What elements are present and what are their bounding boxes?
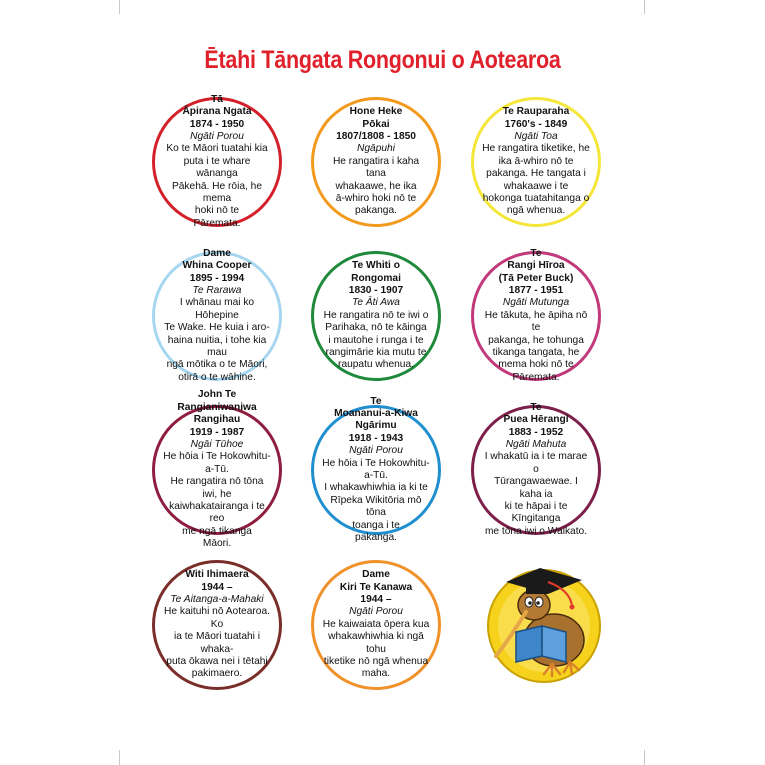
person-dates: 1918 - 1943 — [348, 432, 404, 444]
person-description-line: Māori. — [202, 538, 232, 550]
person-name: Rongomai — [351, 272, 401, 284]
person-iwi: Ngāti Toa — [514, 130, 558, 142]
person-name: Witi Ihimaera — [185, 569, 249, 581]
person-name: Rangi Hīroa — [507, 260, 565, 272]
kiwi-graduate-icon — [482, 560, 607, 685]
person-description-line: otirā o te wāhine. — [178, 371, 256, 383]
person-description-line: tiketike nō ngā whenua — [323, 656, 429, 668]
person-name: Puea Hērangi — [503, 414, 569, 426]
person-iwi: Ngāi Tūhoe — [190, 438, 244, 450]
person-description-line: kaiwhakatairanga i te reo — [169, 501, 265, 525]
person-name: Te Rauparaha — [502, 106, 570, 118]
person-name: Kiri Te Kanawa — [339, 581, 413, 593]
person-dates: 1760's - 1849 — [504, 118, 568, 130]
person-description-line: rangimārie kia mutu te — [325, 347, 427, 359]
person-description-line: He hōia i Te Hokowhitu-a-Tū. — [322, 457, 430, 481]
person-dates: 1874 - 1950 — [189, 118, 245, 130]
person-description-line: toanga i te — [352, 519, 400, 531]
page-title: Ētahi Tāngata Rongonui o Aotearoa — [204, 46, 561, 74]
person-description-line: raupatu whenua. — [338, 359, 414, 371]
person-description-line: ngā mōtika o te Māori, — [166, 359, 268, 371]
person-dates: 1895 - 1994 — [189, 272, 245, 284]
person-description-line: He rangatira tiketike, he — [482, 143, 590, 155]
person-name: Dame — [203, 247, 231, 259]
person-description-line: He rangatira nō te iwi o — [323, 309, 429, 321]
person-description-line: I whakawhiwhia ia ki te — [324, 482, 428, 494]
person-description-line: ki te hāpai i te Kīngitanga — [504, 501, 568, 525]
person-description-line: I whānau mai ko Hōhepine — [179, 297, 255, 321]
person-dates: 1883 - 1952 — [508, 426, 564, 438]
person-name: Ngārimu — [355, 420, 397, 432]
person-circle — [471, 97, 601, 227]
person-circle — [152, 560, 282, 690]
person-name: Te Whiti o — [352, 260, 400, 272]
person-description-line: pakanga. — [355, 205, 397, 217]
person-circle — [311, 251, 441, 381]
person-circle — [471, 401, 601, 537]
person-description-line: Rīpeka Wikitōria mō tōna — [330, 494, 422, 519]
person-description-line: He rangatira i kaha tana — [332, 155, 420, 180]
person-description-line: He kaituhi nō Aotearoa. Ko — [164, 606, 270, 630]
person-name: Moananui-a-Kiwa — [334, 407, 418, 419]
person-iwi: Ngāti Mahuta — [505, 438, 567, 450]
person-description-line: Pāremata. — [193, 217, 241, 229]
person-name: Tā — [211, 93, 223, 105]
person-description-line: Parihaka, nō te kāinga — [325, 322, 427, 334]
person-iwi: Te Āti Awa — [352, 297, 400, 309]
person-description-line: tikanga tangata, he — [492, 347, 580, 359]
person-circle — [311, 97, 441, 227]
person-name: John Te — [197, 389, 237, 401]
person-iwi: Ngāti Porou — [349, 445, 403, 457]
person-iwi: Te Aitanga-a-Mahaki — [170, 593, 264, 605]
person-description-line: pakanga, he tohunga — [488, 334, 584, 346]
person-description-line: whakawhiwhia ki ngā tohu — [328, 631, 424, 655]
person-description-line: pakanga. He tangata i — [486, 168, 586, 180]
person-name: Whina Cooper — [182, 260, 252, 272]
person-description-line: ika ā-whiro nō te — [498, 155, 574, 167]
person-description-line: pakanga. — [355, 532, 397, 544]
person-dates: 1877 - 1951 — [508, 284, 564, 296]
person-iwi: Ngāti Porou — [190, 130, 244, 142]
person-description-line: mema hoki nō te — [498, 359, 574, 371]
person-description-line: Pāremata. — [512, 371, 560, 383]
person-description-line: Pākehā. He rōia, he mema — [171, 180, 263, 205]
person-description-line: puta ōkawa nei i tētahi — [166, 656, 268, 668]
person-description-line: Tūrangawaewae. I kaha ia — [494, 476, 578, 500]
person-description-line: hoki nō te — [194, 205, 240, 217]
person-name: Te — [370, 395, 382, 407]
person-description-line: Ko te Māori tuatahi kia — [166, 143, 268, 155]
person-description-line: hokonga tuatahitanga o — [482, 193, 590, 205]
person-description-line: I whakatū ia i te marae o — [484, 451, 588, 475]
person-description-line: ia te Māori tuatahi i whaka- — [173, 631, 261, 655]
person-name: Hone Heke — [349, 106, 403, 118]
crop-mark-bottom-left — [119, 750, 120, 765]
person-description-line: haina nuitia, i tohe kia mau — [167, 334, 267, 359]
person-dates: 1944 – — [360, 593, 392, 605]
person-name: Rangihau — [193, 414, 241, 426]
person-description-line: whakaawe, he ika — [335, 180, 417, 192]
person-name: Te — [530, 247, 542, 259]
person-dates: 1944 – — [201, 581, 233, 593]
person-description-line: puta i te whare wānanga — [183, 155, 251, 180]
person-description-line: pakimaero. — [191, 668, 243, 680]
person-dates: 1830 - 1907 — [348, 284, 404, 296]
person-description-line: Te Wake. He kuia i aro- — [164, 322, 270, 334]
person-description-line: me tōna iwi o Waikato. — [484, 525, 588, 537]
person-iwi: Ngāpuhi — [357, 143, 395, 155]
person-dates: 1807/1808 - 1850 — [336, 130, 416, 142]
person-description-line: whakaawe i te — [503, 180, 569, 192]
person-circle — [471, 247, 601, 383]
crop-mark-top-left — [119, 0, 120, 14]
person-name: Rangianiwaniwa — [177, 401, 257, 413]
person-description-line: He rangatira nō tōna iwi, he — [170, 476, 264, 500]
person-iwi: Te Rarawa — [192, 284, 242, 296]
person-name: Āpirana Ngata — [182, 106, 252, 118]
crop-mark-top-right — [644, 0, 645, 14]
person-name: (Tā Peter Buck) — [498, 272, 574, 284]
person-description-line: maha. — [361, 668, 391, 680]
person-name: Dame — [362, 569, 390, 581]
person-description-line: ngā whenua. — [506, 205, 566, 217]
person-iwi: Ngāti Porou — [349, 606, 403, 618]
person-iwi: Ngāti Mutunga — [502, 297, 570, 309]
person-name: Te — [530, 401, 542, 413]
person-description-line: i mautohe i runga i te — [328, 334, 424, 346]
person-name: Pōkai — [362, 118, 390, 130]
person-circle — [152, 93, 282, 229]
crop-mark-bottom-right — [644, 750, 645, 765]
person-circle — [311, 560, 441, 690]
person-dates: 1919 - 1987 — [189, 426, 245, 438]
person-description-line: ā-whiro hoki nō te — [335, 193, 417, 205]
person-circle — [311, 395, 441, 544]
person-description-line: me ngā tikanga — [182, 525, 252, 537]
person-circle — [152, 247, 282, 383]
person-description-line: He hōia i Te Hokowhitu-a-Tū. — [163, 451, 271, 475]
person-description-line: He kaiwaiata ōpera kua — [322, 618, 430, 630]
person-description-line: He tākuta, he āpiha nō te — [484, 309, 588, 334]
person-circle — [152, 389, 282, 550]
